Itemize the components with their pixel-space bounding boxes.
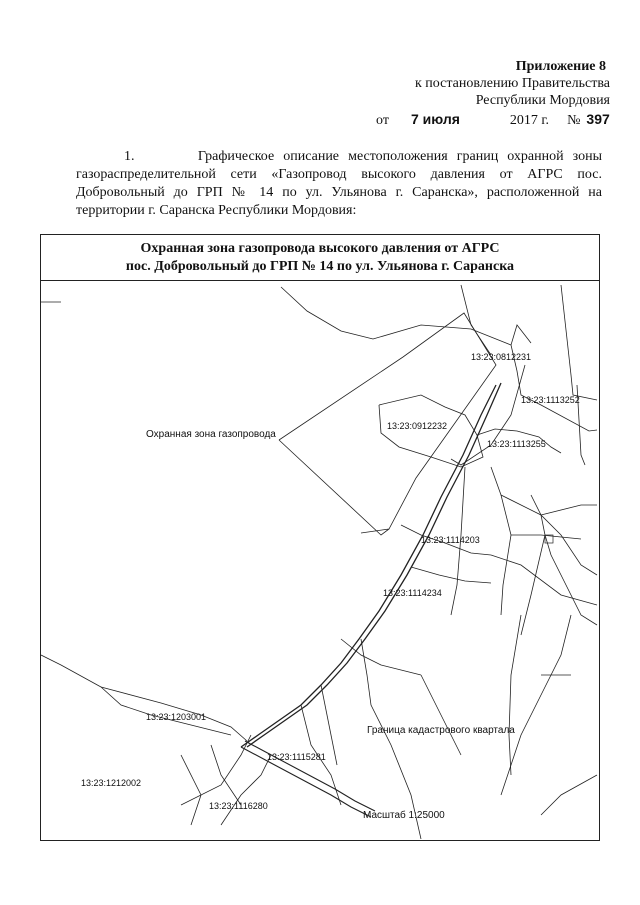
cadastral-map (41, 235, 598, 839)
parcel-label: 13:23:0912232 (387, 421, 448, 431)
map-title-line1: Охранная зона газопровода высокого давления от АГРС (140, 241, 500, 256)
map-boundary-line (451, 365, 525, 465)
appendix-number: Приложение 8 (515, 59, 606, 74)
map-boundary-line (411, 567, 491, 583)
parcel-label: 13:23:1203001 (146, 712, 207, 722)
paragraph-text: Графическое описание местоположения границ охранной зоны газораспределительной сети «Газопровод высокого давления от АГРС пос. Добровольный до ГРП № 14 по ул. Ульянова г. Саранска», расположенной на территории г. Саранска Республики Мордовия: (76, 149, 603, 218)
map-boundary-line (41, 655, 101, 687)
map-boundary-line (491, 467, 511, 615)
parcel-label: 13:23:0812231 (471, 352, 532, 362)
map-boundary-line (421, 675, 461, 755)
gas-pipeline-line (247, 383, 501, 747)
date-prefix: от (376, 113, 389, 128)
map-boundary-line (521, 495, 545, 635)
map-boundary-line (211, 745, 241, 805)
parcel-label: 13:23:1114203 (421, 535, 480, 545)
appendix-header (310, 58, 610, 109)
map-boundary-line (501, 615, 571, 795)
map-boundary-line (279, 440, 389, 535)
map-title-line2: пос. Добровольный до ГРП № 14 по ул. Ульянова г. Саранска (125, 259, 515, 274)
paragraph-number: 1. (124, 149, 135, 164)
date-year: 2017 г. (509, 113, 550, 128)
map-boundary-line (541, 775, 597, 815)
decree-number: 397 (586, 111, 610, 127)
protection-zone-label: Охранная зона газопровода (146, 429, 276, 440)
number-sign: № (567, 113, 581, 128)
map-scale: Масштаб 1:25000 (363, 810, 445, 821)
parcel-label: 13:23:1113255 (487, 439, 546, 449)
map-boundary-line (221, 755, 271, 825)
date-day-month: 7 июля (410, 111, 460, 127)
parcel-label: 13:23:1116280 (209, 801, 268, 811)
map-boundary-line (181, 755, 201, 825)
map-boundary-line (341, 639, 421, 675)
map-frame (40, 234, 600, 841)
decree-date-line (376, 111, 610, 129)
map-boundary-line (545, 535, 597, 625)
map-boundary-line (561, 285, 597, 400)
map-boundary-line (461, 285, 491, 355)
decree-line: к постановлению Правительства (414, 76, 610, 91)
parcel-label: 13:23:1115281 (267, 752, 326, 762)
map-boundary-line (101, 687, 231, 735)
parcel-label: 13:23:1113252 (521, 395, 580, 405)
map-boundary-line (181, 735, 251, 805)
parcel-label: 13:23:1212002 (81, 778, 142, 788)
description-paragraph (76, 148, 602, 220)
map-boundary-line (509, 615, 521, 775)
cadastral-boundary-label: Граница кадастрового квартала (367, 725, 515, 736)
map-boundary-line (541, 505, 597, 515)
gas-pipeline-line (241, 385, 496, 747)
map-boundary-line (281, 287, 531, 345)
republic-line: Республики Мордовия (475, 93, 610, 108)
parcel-label: 13:23:1114234 (383, 588, 442, 598)
